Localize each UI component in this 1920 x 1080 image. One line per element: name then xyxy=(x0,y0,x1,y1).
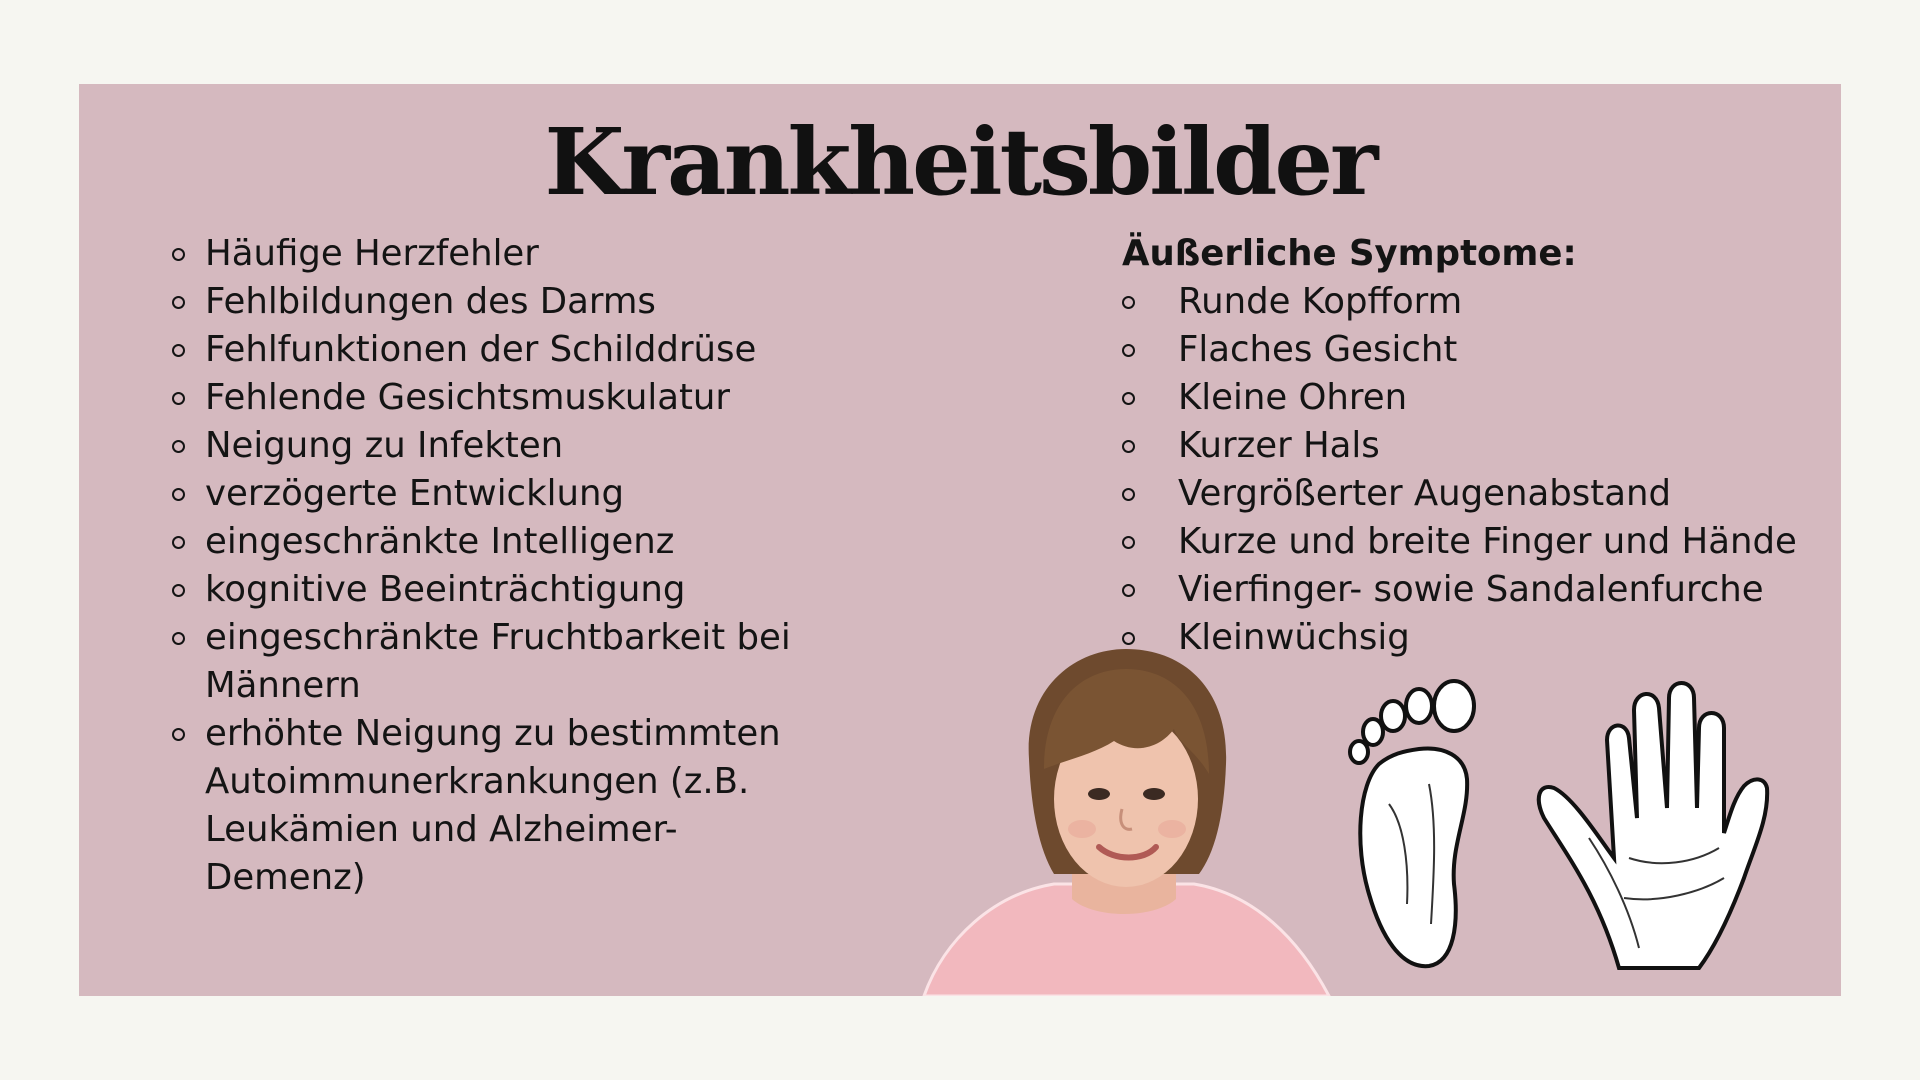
bullet-circle-icon xyxy=(1122,392,1135,405)
bullet-circle-icon xyxy=(1122,584,1135,597)
bullet-circle-icon xyxy=(172,440,185,453)
external-symptoms-list xyxy=(1122,278,1822,662)
bullet-circle-icon xyxy=(172,392,185,405)
list-item: Kleine Ohren xyxy=(1122,374,1822,422)
bullet-circle-icon xyxy=(172,344,185,357)
bullet-circle-icon xyxy=(172,248,185,261)
list-item: Kurze und breite Finger und Hände xyxy=(1122,518,1822,566)
girl-photo xyxy=(904,649,1344,996)
bullet-circle-icon xyxy=(1122,488,1135,501)
bullet-circle-icon xyxy=(1122,296,1135,309)
list-item: verzögerte Entwicklung xyxy=(171,470,931,518)
list-item: Runde Kopfform xyxy=(1122,278,1822,326)
bullet-circle-icon xyxy=(172,632,185,645)
foot-sketch-image xyxy=(1319,674,1499,974)
list-item: Flaches Gesicht xyxy=(1122,326,1822,374)
external-symptoms-heading: Äußerliche Symptome: xyxy=(1122,233,1577,274)
bullet-circle-icon xyxy=(172,536,185,549)
bullet-circle-icon xyxy=(172,728,185,741)
bullet-circle-icon xyxy=(172,296,185,309)
slide-title: Krankheitsbilder xyxy=(544,108,1376,216)
list-item: eingeschränkte Fruchtbarkeit bei Männern xyxy=(171,614,931,710)
list-item: Häufige Herzfehler xyxy=(171,230,931,278)
bullet-circle-icon xyxy=(1122,632,1135,645)
list-item: Fehlbildungen des Darms xyxy=(171,278,931,326)
list-item: Kurzer Hals xyxy=(1122,422,1822,470)
slide xyxy=(79,84,1841,996)
list-item: Vergrößerter Augenabstand xyxy=(1122,470,1822,518)
bullet-circle-icon xyxy=(1122,440,1135,453)
bullet-circle-icon xyxy=(1122,344,1135,357)
list-item: Kleinwüchsig xyxy=(1122,614,1822,662)
list-item: Neigung zu Infekten xyxy=(171,422,931,470)
list-item: Fehlende Gesichtsmuskulatur xyxy=(171,374,931,422)
bullet-circle-icon xyxy=(172,488,185,501)
bullet-circle-icon xyxy=(1122,536,1135,549)
list-item: Fehlfunktionen der Schilddrüse xyxy=(171,326,931,374)
list-item: Vierfinger- sowie Sandalenfurche xyxy=(1122,566,1822,614)
list-item: erhöhte Neigung zu bestimmten Autoimmunerkrankungen (z.B. Leukämien und Alzheimer-Demenz) xyxy=(171,710,805,902)
list-item: eingeschränkte Intelligenz xyxy=(171,518,931,566)
list-item: kognitive Beeinträchtigung xyxy=(171,566,931,614)
bullet-circle-icon xyxy=(172,584,185,597)
hand-sketch-image xyxy=(1529,668,1779,978)
health-issues-list xyxy=(171,230,931,902)
